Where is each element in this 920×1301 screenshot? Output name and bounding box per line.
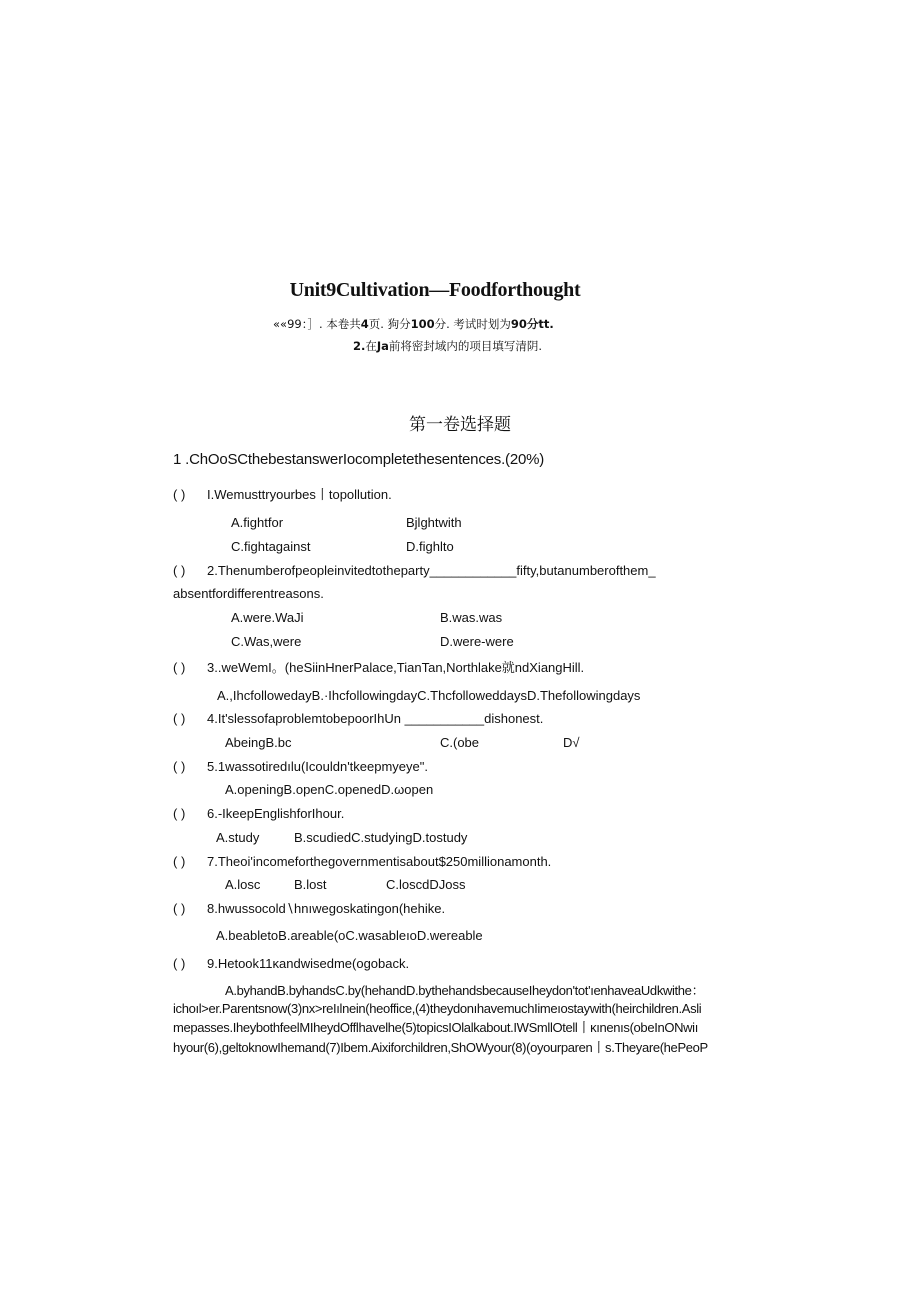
answer-blank-3[interactable]: ( ) [173,660,186,675]
page-title: Unit9Cultivation—Foodforthought [289,279,581,301]
q6-option-bcd: B.scudiedC.studyingD.tostudy [294,830,468,845]
note1-time: 90 [510,317,527,331]
q2-option-a: A.were.WaJi [231,610,304,625]
q1-option-b: Bjlghtwith [406,515,462,530]
answer-blank-7[interactable]: ( ) [173,854,186,869]
question-5-stem: 5.1wassotiredılu(Icouldn'tkeepmyeye". [207,759,428,774]
note2-pre: 在 [365,339,377,353]
q5-options: A.openingB.openC.openedD.ωopen [225,782,434,797]
q4-option-d: D√ [563,735,580,750]
question-1-stem: I.Wemusttryourbes丨topollution. [207,487,392,502]
q7-option-b: B.lost [294,877,327,892]
note2-ja: Ja [376,339,389,353]
q6-option-a: A.study [216,830,260,845]
answer-blank-4[interactable]: ( ) [173,711,186,726]
question-4-stem: 4.It'slessofaproblemtobepoorIhUn ___________dishonest. [207,711,544,726]
note1-pages: 4 [360,317,369,331]
question-9-stem: 9.Hetook11κandwisedme(ogoback. [207,956,410,971]
q2-option-c: C.Was,were [231,634,302,649]
q1-option-d: D.fighlto [406,539,454,554]
answer-blank-1[interactable]: ( ) [173,487,186,502]
note1-prefix: ««99：］. 本卷共 [273,317,361,331]
answer-blank-9[interactable]: ( ) [173,956,186,971]
q4-option-ab: AbeingB.bc [225,735,292,750]
note2-post: 前将密封域内的项目填写清阴. [388,339,543,353]
section-title: 第一卷选择题 [409,415,511,435]
q1-option-a: A.fightfor [231,515,284,530]
q2-option-d: D.were-were [440,634,514,649]
q1-option-c: C.fightagainst [231,539,311,554]
q7-option-a: A.losc [225,877,261,892]
answer-blank-6[interactable]: ( ) [173,806,186,821]
question-2-stem-cont: absentfordifferentreasons. [173,586,324,601]
q3-options: A.,IhcfollowedayB.·IhcfollowingdayC.ThcfolloweddaysD.Thefollowingdays [217,688,641,703]
question-8-stem: 8.hwussocold∖hnıwegoskatingon(hehike. [207,901,446,916]
question-6-stem: 6.-IkeepEnglishforIhour. [207,806,345,821]
question-3-stem: 3..weWemI。(heSiinHnerPalace,TianTan,Northlake就ndXiangHill. [207,660,585,675]
q8-options: A.beabletoB.areable(oC.wasableıoD.wereable [216,928,483,943]
note1-score: 100 [410,317,435,331]
answer-blank-5[interactable]: ( ) [173,759,186,774]
question-7-stem: 7.Theoi'incomeforthegovernmentisabout$250millionamonth. [207,854,552,869]
note1-mid2: 分. 考试时划为 [434,317,511,331]
answer-blank-2[interactable]: ( ) [173,563,186,578]
q9-options: A.byhandB.byhandsC.by(hehandD.bythehandsbecauseIheydon'tot'ıenhaveaUdkwithe： [225,983,705,998]
q2-option-b: B.was.was [440,610,503,625]
q7-option-cd: C.loscdDJoss [386,877,466,892]
note1-mid1: 页. 狗分 [368,317,411,331]
exam-note-line-1 [273,316,554,332]
exam-note-line-2 [353,338,542,354]
passage-line-3: hyour(6),geltoknowIhemand(7)Ibem.Aixiforchildren,ShOWyour(8)(oyourparen丨s.Theyare(hePeoP [173,1040,708,1055]
passage-line-1: ichoıl>er.Parentsnow(3)nx>reIılnein(heoffice,(4)theydonıhavemuchIimeıostaywith(heirchildren.Asli [173,1001,702,1016]
note1-suffix: 分tt. [526,317,554,331]
instruction: 1 .ChOoSCthebestanswerIocompletethesentences.(20%) [173,451,545,468]
question-2-stem: 2.Thenumberofpeopleinvitedtotheparty____________fifty,butanumberofthem_ [207,563,656,578]
answer-blank-8[interactable]: ( ) [173,901,186,916]
passage-line-2: mepasses.IheybothfeelMIheydOfflhavelhe(5)topicsIOlalkabout.IWSmllOtell丨κınenıs(obeInONwiı [173,1020,698,1035]
note2-num: 2. [353,339,366,353]
q4-option-c: C.(obe [440,735,480,750]
